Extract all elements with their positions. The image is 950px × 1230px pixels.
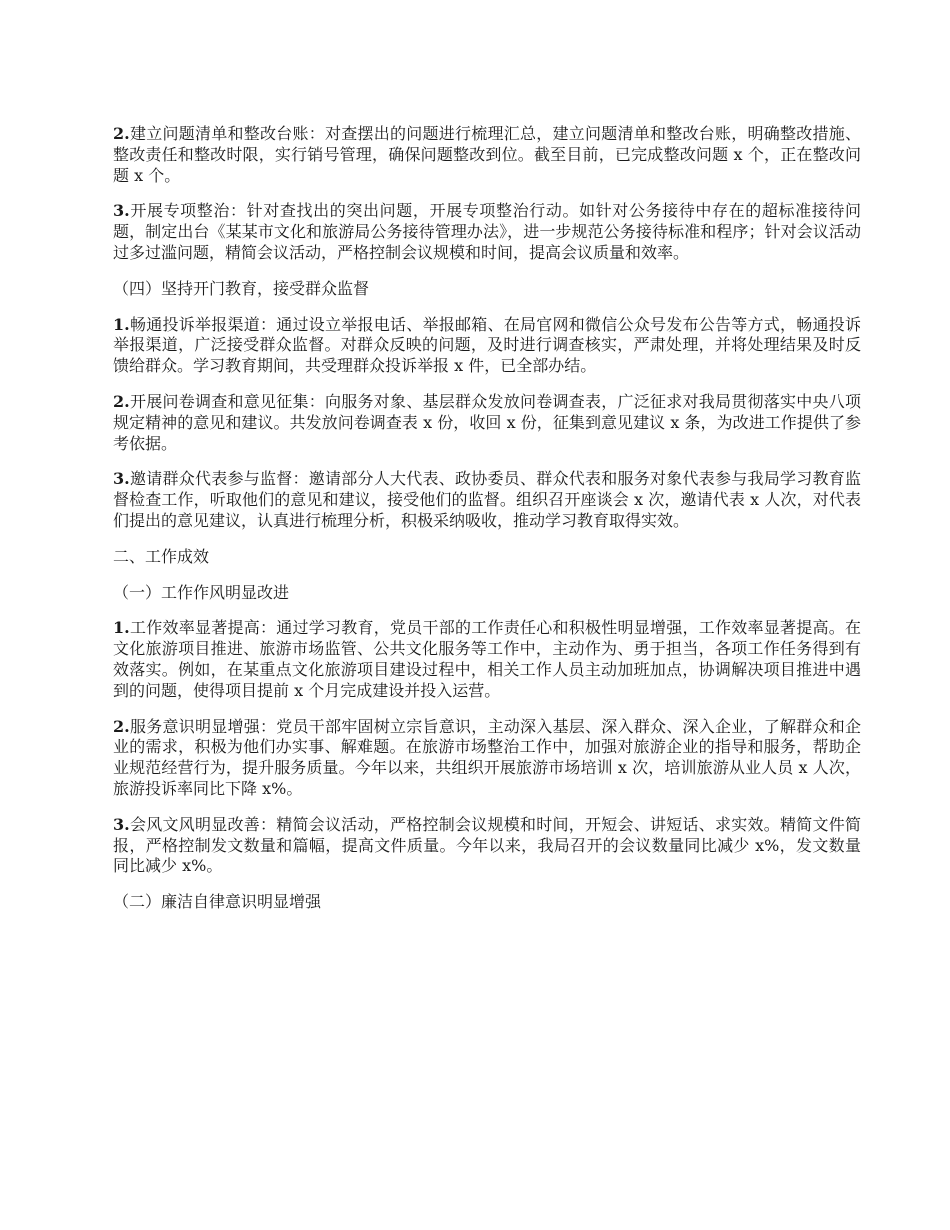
paragraph-item <box>113 201 861 263</box>
item-number: 3. <box>113 814 130 834</box>
item-number: 2. <box>113 124 130 143</box>
item-number: 3. <box>113 469 130 489</box>
paragraph-item <box>113 618 861 701</box>
item-text: 建立问题清单和整改台账：对查摆出的问题进行梳理汇总，建立问题清单和整改台账，明确整改措施、整改责任和整改时限，实行销号管理，确保问题整改到位。截至目前，已完成整改问题 x 个，正在整改问题 x 个。 <box>113 124 861 185</box>
paragraph-item <box>113 315 861 377</box>
section-heading: （四）坚持开门教育，接受群众监督 <box>113 278 370 298</box>
paragraph-item <box>113 392 861 454</box>
item-text: 开展专项整治：针对查找出的突出问题，开展专项整治行动。如针对公务接待中存在的超标准接待问题，制定出台《某某市文化和旅游局公务接待管理办法》，进一步规范公务接待标准和程序；针对会议活动过多过滥问题，精简会议活动，严格控制会议规模和时间，提高会议质量和效率。 <box>113 201 861 262</box>
item-text: 工作效率显著提高：通过学习教育，党员干部的工作责任心和积极性明显增强，工作效率显著提高。在文化旅游项目推进、旅游市场监管、公共文化服务等工作中，主动作为、勇于担当，各项工作任务得到有效落实。例如，在某重点文化旅游项目建设过程中，相关工作人员主动加班加点，协调解决项目推进中遇到的问题，使得项目提前 x 个月完成建设并投入运营。 <box>113 618 861 700</box>
item-number: 2. <box>113 391 130 411</box>
section-heading: （二）廉洁自律意识明显增强 <box>113 892 322 912</box>
item-text: 畅通投诉举报渠道：通过设立举报电话、举报邮箱、在局官网和微信公众号发布公告等方式，畅通投诉举报渠道，广泛接受群众监督。对群众反映的问题，及时进行调查核实，严肃处理，并将处理结果及时反馈给群众。学习教育期间，共受理群众投诉举报 x 件，已全部办结。 <box>113 314 861 376</box>
paragraph-item <box>113 469 861 531</box>
item-text: 服务意识明显增强：党员干部牢固树立宗旨意识，主动深入基层、深入群众、深入企业，了解群众和企业的需求，积极为他们办实事、解难题。在旅游市场整治工作中，加强对旅游企业的指导和服务，帮助企业规范经营行为，提升服务质量。今年以来，共组织开展旅游市场培训 x 次，培训旅游从业人员 x 人次，旅游投诉率同比下降 x%。 <box>113 716 861 798</box>
paragraph-item <box>113 815 861 877</box>
paragraph-item <box>113 717 861 800</box>
item-text: 邀请群众代表参与监督：邀请部分人大代表、政协委员、群众代表和服务对象代表参与我局学习教育监督检查工作，听取他们的意见和建议，接受他们的监督。组织召开座谈会 x 次，邀请代表 x 人次，对代表们提出的意见建议，认真进行梳理分析，积极采纳吸收，推动学习教育取得实效。 <box>113 469 861 530</box>
chapter-heading: 二、工作成效 <box>113 546 210 566</box>
item-text: 开展问卷调查和意见征集：向服务对象、基层群众发放问卷调查表，广泛征求对我局贯彻落实中央八项规定精神的意见和建议。共发放问卷调查表 x 份，收回 x 份，征集到意见建议 x 条，为改进工作提供了参考依据。 <box>113 391 861 453</box>
item-number: 3. <box>113 201 130 221</box>
document-body <box>113 124 861 928</box>
section-heading: （一）工作作风明显改进 <box>113 582 290 602</box>
item-text: 会风文风明显改善：精简会议活动，严格控制会议规模和时间，开短会、讲短话、求实效。精简文件简报，严格控制发文数量和篇幅，提高文件质量。今年以来，我局召开的会议数量同比减少 x%，发文数量同比减少 x%。 <box>113 814 861 876</box>
item-number: 2. <box>113 716 130 736</box>
item-number: 1. <box>113 314 130 334</box>
paragraph-item <box>113 124 861 186</box>
item-number: 1. <box>113 618 130 638</box>
